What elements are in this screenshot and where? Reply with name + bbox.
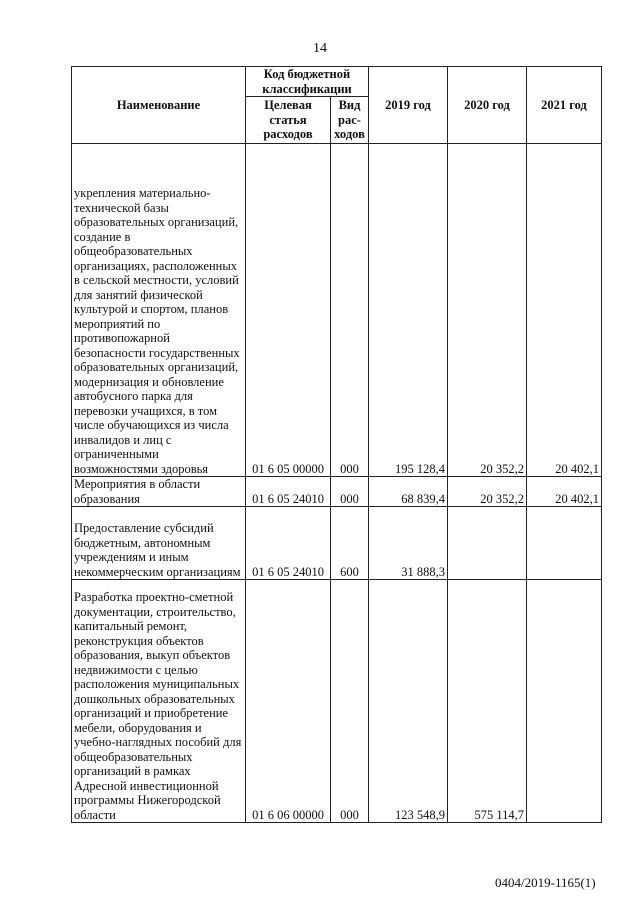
row-type: 600 [331, 507, 369, 580]
header-code-group: Код бюджетной классификации [246, 67, 369, 97]
document-id: 0404/2019-1165(1) [495, 875, 596, 890]
row-code: 01 6 05 24010 [246, 477, 331, 507]
row-2021 [527, 507, 602, 580]
row-name: укрепления материально-технической базы образовательных организаций, создание в общеобразовательных организациях, расположенных в сельской местности, условий для занятий физической культурой и спортом, планов мероприятий по противопожарной безопасности государственных образовательных организаций, модернизация и обновление автобусного парка для перевозки учащихся, в том числе обучающихся из числа инвалидов и лиц с ограниченными возможностями здоровья [72, 144, 246, 477]
row-2021: 20 402,1 [527, 144, 602, 477]
header-2020: 2020 год [448, 67, 527, 144]
row-2020 [448, 507, 527, 580]
table-row [72, 477, 602, 507]
row-code: 01 6 05 24010 [246, 507, 331, 580]
row-2021 [527, 580, 602, 823]
row-2020: 20 352,2 [448, 144, 527, 477]
row-type: 000 [331, 477, 369, 507]
row-code: 01 6 06 00000 [246, 580, 331, 823]
page-number: 14 [313, 41, 327, 56]
table-row [72, 580, 602, 823]
row-type: 000 [331, 144, 369, 477]
row-name: Мероприятия в области образования [72, 477, 246, 507]
row-2021: 20 402,1 [527, 477, 602, 507]
row-name: Разработка проектно-сметной документации, строительство, капитальный ремонт, реконструкция объектов образования, выкуп объектов недвижимости с целью расположения муниципальных дошкольных образовательных организаций и приобретение мебели, оборудования и учебно-наглядных пособий для общеобразовательных организаций в рамках Адресной инвестиционной программы Нижегородской области [72, 580, 246, 823]
row-2020: 575 114,7 [448, 580, 527, 823]
header-2021: 2021 год [527, 67, 602, 144]
row-2020: 20 352,2 [448, 477, 527, 507]
row-name: Предоставление субсидий бюджетным, автономным учреждениям и иным некоммерческим организациям [72, 507, 246, 580]
row-2019: 195 128,4 [369, 144, 448, 477]
budget-table [71, 66, 602, 823]
header-expense-type: Вид рас- ходов [331, 97, 369, 144]
row-2019: 123 548,9 [369, 580, 448, 823]
header-name: Наименование [72, 67, 246, 144]
row-2019: 31 888,3 [369, 507, 448, 580]
row-code: 01 6 05 00000 [246, 144, 331, 477]
header-target-article: Целевая статья расходов [246, 97, 331, 144]
header-row [72, 67, 602, 97]
table-row [72, 144, 602, 477]
header-2019: 2019 год [369, 67, 448, 144]
row-type: 000 [331, 580, 369, 823]
row-2019: 68 839,4 [369, 477, 448, 507]
table-row [72, 507, 602, 580]
